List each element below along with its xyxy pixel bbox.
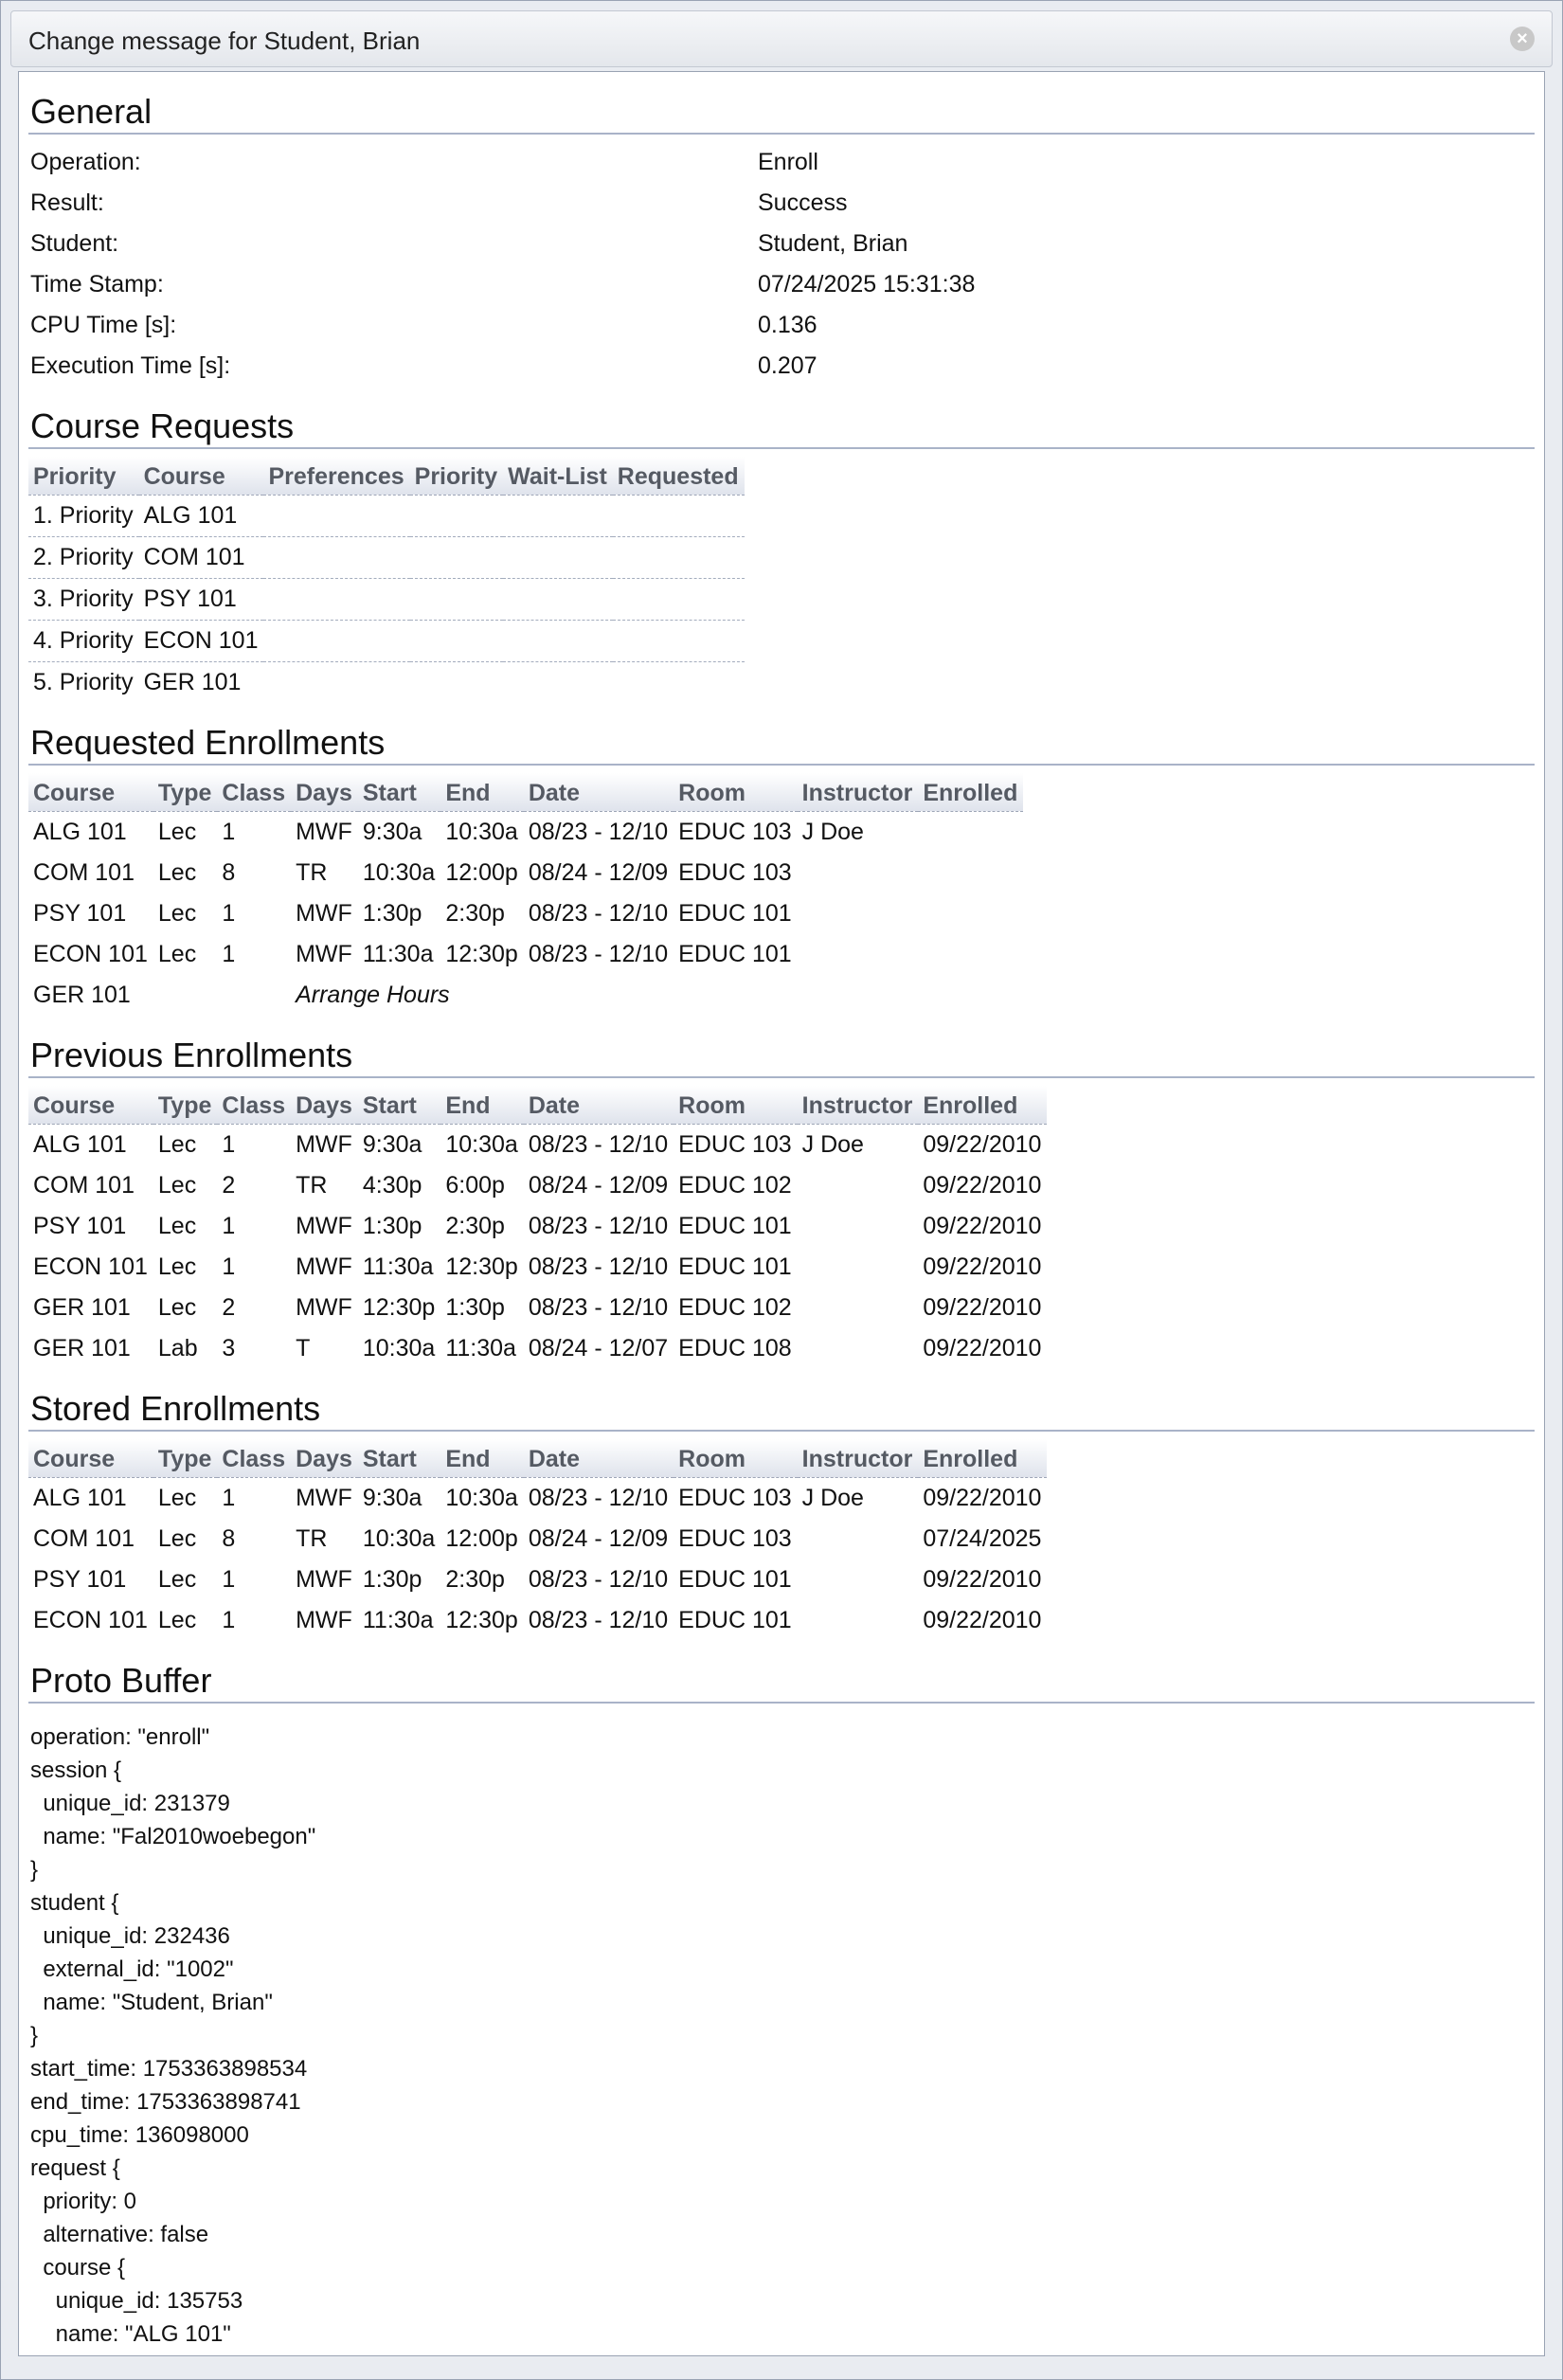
table-cell: 10:30a <box>362 1335 436 1361</box>
table-row <box>28 496 745 537</box>
table-cell <box>798 934 919 975</box>
table-cell: 10:30a <box>445 819 518 845</box>
table-cell: MWF <box>296 1485 352 1511</box>
column-header: Instructor <box>798 773 919 812</box>
table-cell: EDUC 101 <box>678 900 792 927</box>
table-cell: MWF <box>296 900 352 927</box>
table-cell: 1 <box>222 819 236 845</box>
table-cell <box>503 662 613 704</box>
table-cell: Lec <box>157 900 197 927</box>
general-value: Enroll <box>758 149 818 175</box>
column-header: Instructor <box>798 1439 919 1478</box>
table-cell: Lec <box>157 1525 197 1552</box>
general-row <box>28 264 1535 305</box>
table-cell: 1 <box>222 900 236 927</box>
proto-line: cpu_time: 136098000 <box>30 2122 249 2148</box>
column-header: Room <box>674 1086 798 1125</box>
table-cell: Lec <box>157 1607 197 1633</box>
table-cell: Lec <box>157 1213 197 1239</box>
table-cell: 1 <box>222 1485 236 1511</box>
table-cell: 09/22/2010 <box>923 1213 1042 1239</box>
table-cell: J Doe <box>801 819 864 845</box>
column-header: Type <box>153 773 218 812</box>
table-cell <box>918 812 1023 854</box>
table-cell <box>918 893 1023 934</box>
general-label: Execution Time [s]: <box>30 352 231 379</box>
table-cell: 2:30p <box>445 900 505 927</box>
table-cell: PSY 101 <box>33 1213 127 1239</box>
table-cell: 4:30p <box>362 1172 422 1199</box>
general-label: Student: <box>30 230 119 257</box>
general-value: 0.207 <box>758 352 817 379</box>
table-cell: Lec <box>157 1566 197 1593</box>
table-cell: ECON 101 <box>33 1253 148 1280</box>
table-cell: Lec <box>157 859 197 886</box>
general-value: Success <box>758 189 848 216</box>
column-header: Date <box>524 1439 674 1478</box>
table-row <box>28 812 1023 854</box>
table-cell: Lec <box>157 941 197 967</box>
table-cell: 08/23 - 12/10 <box>528 900 669 927</box>
proto-line: end_time: 1753363898741 <box>30 2089 301 2115</box>
section-course-requests-header: Course Requests <box>28 387 1535 449</box>
proto-line: priority: 0 <box>30 2189 137 2214</box>
column-header: Course <box>28 1439 153 1478</box>
table-row <box>28 893 1023 934</box>
table-cell <box>798 1600 919 1641</box>
table-cell: COM 101 <box>139 537 264 579</box>
column-header: Days <box>291 773 358 812</box>
table-row <box>28 1288 1047 1328</box>
table-cell: Lec <box>157 1172 197 1199</box>
table-cell: 6:00p <box>445 1172 505 1199</box>
table-cell: GER 101 <box>33 1335 131 1361</box>
table-cell: 3 <box>222 1335 236 1361</box>
table-cell: Lec <box>157 1294 197 1321</box>
column-header: Course <box>139 457 264 496</box>
table-cell <box>263 579 409 621</box>
table-cell: 8 <box>222 1525 236 1552</box>
general-value: Student, Brian <box>758 230 908 257</box>
table-cell: EDUC 103 <box>678 1485 792 1511</box>
table-cell: EDUC 108 <box>678 1335 792 1361</box>
table-cell <box>918 853 1023 893</box>
table-cell: 11:30a <box>445 1335 516 1361</box>
table-cell <box>410 496 504 537</box>
table-cell <box>798 1206 919 1247</box>
table-cell <box>410 621 504 662</box>
table-cell <box>798 1288 919 1328</box>
general-label: Operation: <box>30 149 141 175</box>
table-cell <box>613 579 745 621</box>
table-cell <box>503 579 613 621</box>
table-cell: MWF <box>296 819 352 845</box>
general-value: 0.136 <box>758 312 817 338</box>
table-cell <box>503 621 613 662</box>
column-header: Room <box>674 773 798 812</box>
general-label: CPU Time [s]: <box>30 312 177 338</box>
table-cell <box>918 934 1023 975</box>
table-cell: 1 <box>222 1131 236 1158</box>
table-cell: 8 <box>222 859 236 886</box>
table-row <box>28 1328 1047 1369</box>
table-cell: 1 <box>222 1607 236 1633</box>
table-cell: 09/22/2010 <box>923 1172 1042 1199</box>
table-cell <box>798 1165 919 1206</box>
general-label: Time Stamp: <box>30 271 164 298</box>
table-cell: EDUC 103 <box>678 819 792 845</box>
general-info <box>28 142 1535 387</box>
proto-line: alternative: false <box>30 2222 209 2247</box>
table-cell: TR <box>296 1172 328 1199</box>
table-cell: 09/22/2010 <box>923 1485 1042 1511</box>
table-cell: 1:30p <box>362 1566 422 1593</box>
table-row <box>28 1560 1047 1600</box>
table-cell: 12:30p <box>445 941 518 967</box>
table-cell: PSY 101 <box>33 900 127 927</box>
table-cell: 2:30p <box>445 1213 505 1239</box>
table-cell: 08/24 - 12/09 <box>528 1525 669 1552</box>
general-value: 07/24/2025 15:31:38 <box>758 271 976 298</box>
proto-line: name: "Student, Brian" <box>30 1990 273 2015</box>
column-header: Enrolled <box>918 1086 1047 1125</box>
table-row <box>28 1247 1047 1288</box>
table-cell: COM 101 <box>33 1172 135 1199</box>
column-header: Type <box>153 1439 218 1478</box>
table-cell: 11:30a <box>362 1253 434 1280</box>
table-cell: 08/23 - 12/10 <box>528 819 669 845</box>
proto-line: name: "Fal2010woebegon" <box>30 1824 316 1849</box>
column-header: Date <box>524 1086 674 1125</box>
table-cell <box>263 621 409 662</box>
table-cell <box>153 975 218 1016</box>
dialog-titlebar[interactable] <box>10 10 1553 67</box>
table-cell: TR <box>296 859 328 886</box>
table-cell: 08/24 - 12/07 <box>528 1335 669 1361</box>
previous-enrollments-table <box>28 1086 1047 1369</box>
table-cell: 1 <box>222 1253 236 1280</box>
column-header: Date <box>524 773 674 812</box>
table-cell: 08/24 - 12/09 <box>528 859 669 886</box>
table-cell: EDUC 101 <box>678 941 792 967</box>
table-cell: EDUC 101 <box>678 1213 792 1239</box>
table-cell: PSY 101 <box>139 579 264 621</box>
table-cell: EDUC 103 <box>678 1525 792 1552</box>
column-header: Priority <box>28 457 139 496</box>
table-cell: ECON 101 <box>33 1607 148 1633</box>
column-header: Priority <box>410 457 504 496</box>
table-row <box>28 853 1023 893</box>
table-cell: Lec <box>157 1485 197 1511</box>
table-cell: GER 101 <box>33 982 131 1008</box>
table-cell <box>503 496 613 537</box>
table-cell: 9:30a <box>362 1131 422 1158</box>
table-cell: T <box>296 1335 311 1361</box>
table-cell: MWF <box>296 1213 352 1239</box>
table-cell <box>263 537 409 579</box>
requested-enrollments-table <box>28 773 1023 1016</box>
table-cell: 1:30p <box>362 1213 422 1239</box>
table-cell: ALG 101 <box>33 819 127 845</box>
table-cell: 9:30a <box>362 1485 422 1511</box>
table-cell: EDUC 103 <box>678 1131 792 1158</box>
table-cell: EDUC 101 <box>678 1566 792 1593</box>
table-cell: 1:30p <box>445 1294 505 1321</box>
column-header: End <box>440 1439 523 1478</box>
table-row <box>28 579 745 621</box>
general-row <box>28 305 1535 346</box>
table-row <box>28 1125 1047 1166</box>
table-cell <box>503 537 613 579</box>
table-cell <box>410 662 504 704</box>
table-cell: COM 101 <box>33 859 135 886</box>
table-cell: 5. Priority <box>33 669 134 695</box>
general-row <box>28 224 1535 264</box>
table-row <box>28 1206 1047 1247</box>
table-cell: 09/22/2010 <box>923 1131 1042 1158</box>
proto-line: session { <box>30 1758 122 1783</box>
table-cell: 09/22/2010 <box>923 1253 1042 1280</box>
table-cell: 08/24 - 12/09 <box>528 1172 669 1199</box>
table-cell: 4. Priority <box>28 621 139 662</box>
proto-line: unique_id: 231379 <box>30 1791 230 1816</box>
proto-line: request { <box>30 2155 120 2181</box>
table-row <box>28 975 1023 1016</box>
table-cell <box>613 537 745 579</box>
table-row <box>28 621 745 662</box>
table-cell: 1 <box>222 1213 236 1239</box>
table-cell: 11:30a <box>362 1607 434 1633</box>
table-cell: Lec <box>157 819 197 845</box>
section-stored-enrollments-header: Stored Enrollments <box>28 1369 1535 1432</box>
stored-enrollments-table <box>28 1439 1047 1641</box>
dialog-content[interactable] <box>18 71 1545 2356</box>
table-cell <box>410 579 504 621</box>
table-cell: 10:30a <box>445 1131 518 1158</box>
table-cell: EDUC 102 <box>678 1294 792 1321</box>
table-row <box>28 662 745 704</box>
column-header: Start <box>358 1086 440 1125</box>
table-cell: 2 <box>222 1172 236 1199</box>
table-cell: Lec <box>157 1253 197 1280</box>
table-cell: MWF <box>296 1253 352 1280</box>
table-cell: EDUC 102 <box>678 1172 792 1199</box>
column-header: Class <box>217 1439 291 1478</box>
table-cell: 10:30a <box>362 859 436 886</box>
table-row <box>28 1519 1047 1560</box>
table-cell: ALG 101 <box>33 1485 127 1511</box>
column-header: Requested <box>613 457 745 496</box>
table-cell: J Doe <box>801 1485 864 1511</box>
table-cell: ALG 101 <box>139 496 264 537</box>
column-header: Course <box>28 1086 153 1125</box>
column-header: Preferences <box>263 457 409 496</box>
table-cell: 12:00p <box>445 1525 518 1552</box>
column-header: Class <box>217 773 291 812</box>
general-row <box>28 346 1535 387</box>
proto-line: external_id: "1002" <box>30 1956 234 1982</box>
general-row <box>28 183 1535 224</box>
table-cell: 12:30p <box>445 1253 518 1280</box>
table-row <box>28 1165 1047 1206</box>
column-header: Room <box>674 1439 798 1478</box>
table-cell: 2. Priority <box>28 537 139 579</box>
close-icon[interactable]: × <box>1510 27 1535 51</box>
table-cell <box>798 1560 919 1600</box>
general-label: Result: <box>30 189 104 216</box>
table-cell: 1:30p <box>362 900 422 927</box>
table-cell <box>798 893 919 934</box>
table-cell: MWF <box>296 941 352 967</box>
proto-line: operation: "enroll" <box>30 1724 210 1750</box>
proto-line: } <box>30 2023 39 2048</box>
column-header: Enrolled <box>918 773 1023 812</box>
proto-line: unique_id: 135753 <box>30 2288 243 2314</box>
table-cell: 08/23 - 12/10 <box>528 1294 669 1321</box>
arrange-hours-note: Arrange Hours <box>296 982 450 1008</box>
table-cell: 08/23 - 12/10 <box>528 941 669 967</box>
column-header: Start <box>358 1439 440 1478</box>
table-cell: 11:30a <box>362 941 434 967</box>
proto-line: } <box>30 1857 39 1883</box>
section-previous-enrollments-header: Previous Enrollments <box>28 1016 1535 1078</box>
proto-line: name: "ALG 101" <box>30 2321 231 2347</box>
table-cell: ECON 101 <box>139 621 264 662</box>
table-cell: 08/23 - 12/10 <box>528 1131 669 1158</box>
table-cell <box>613 662 745 704</box>
column-header: Enrolled <box>918 1439 1047 1478</box>
table-cell <box>674 975 798 1016</box>
table-cell: 08/23 - 12/10 <box>528 1213 669 1239</box>
table-cell: 09/22/2010 <box>923 1294 1042 1321</box>
table-cell: EDUC 103 <box>678 859 792 886</box>
table-cell: ECON 101 <box>33 941 148 967</box>
table-cell: ALG 101 <box>33 1131 127 1158</box>
table-cell: 2:30p <box>445 1566 505 1593</box>
table-cell: 1. Priority <box>28 496 139 537</box>
table-cell <box>798 975 919 1016</box>
table-cell: 09/22/2010 <box>923 1607 1042 1633</box>
section-general-header: General <box>28 72 1535 135</box>
section-requested-enrollments-header: Requested Enrollments <box>28 703 1535 766</box>
table-cell: PSY 101 <box>33 1566 127 1593</box>
table-cell: MWF <box>296 1566 352 1593</box>
table-cell: COM 101 <box>33 1525 135 1552</box>
proto-line: start_time: 1753363898534 <box>30 2056 308 2082</box>
table-cell: 08/23 - 12/10 <box>528 1485 669 1511</box>
column-header: Wait-List <box>503 457 613 496</box>
table-cell <box>613 621 745 662</box>
column-header: Instructor <box>798 1086 919 1125</box>
column-header: Days <box>291 1086 358 1125</box>
column-header: Start <box>358 773 440 812</box>
table-cell <box>410 537 504 579</box>
table-cell: 12:30p <box>445 1607 518 1633</box>
table-cell: 07/24/2025 <box>923 1525 1042 1552</box>
table-cell <box>798 1519 919 1560</box>
table-cell <box>798 1328 919 1369</box>
table-cell <box>217 975 291 1016</box>
table-cell <box>613 496 745 537</box>
column-header: End <box>440 773 523 812</box>
table-cell: 1 <box>222 941 236 967</box>
table-row <box>28 1478 1047 1520</box>
table-cell: MWF <box>296 1131 352 1158</box>
table-cell: 09/22/2010 <box>923 1566 1042 1593</box>
table-cell: 2 <box>222 1294 236 1321</box>
table-row <box>28 934 1023 975</box>
column-header: Course <box>28 773 153 812</box>
table-cell: TR <box>296 1525 328 1552</box>
course-requests-table <box>28 457 745 703</box>
table-cell: 1 <box>222 1566 236 1593</box>
table-cell: EDUC 101 <box>678 1253 792 1280</box>
table-cell: 08/23 - 12/10 <box>528 1566 669 1593</box>
table-cell: 9:30a <box>362 819 422 845</box>
table-cell <box>798 853 919 893</box>
table-cell <box>263 496 409 537</box>
table-cell: 09/22/2010 <box>923 1335 1042 1361</box>
table-cell: Lab <box>157 1335 198 1361</box>
column-header: Class <box>217 1086 291 1125</box>
column-header: End <box>440 1086 523 1125</box>
table-cell <box>263 662 409 704</box>
table-cell: 12:30p <box>362 1294 436 1321</box>
table-cell <box>918 975 1023 1016</box>
table-cell: 08/23 - 12/10 <box>528 1253 669 1280</box>
table-cell: 3. Priority <box>28 579 139 621</box>
table-cell: GER 101 <box>33 1294 131 1321</box>
table-cell: Lec <box>157 1131 197 1158</box>
table-cell: 10:30a <box>445 1485 518 1511</box>
table-cell: EDUC 101 <box>678 1607 792 1633</box>
table-cell: MWF <box>296 1294 352 1321</box>
table-cell: MWF <box>296 1607 352 1633</box>
proto-buffer-text <box>28 1711 1535 2351</box>
table-cell: J Doe <box>801 1131 864 1158</box>
table-cell: 12:00p <box>445 859 518 886</box>
column-header: Type <box>153 1086 218 1125</box>
general-row <box>28 142 1535 183</box>
table-cell: 08/23 - 12/10 <box>528 1607 669 1633</box>
proto-line: unique_id: 232436 <box>30 1923 230 1949</box>
proto-line: course { <box>30 2255 126 2281</box>
table-cell: GER 101 <box>143 669 242 695</box>
proto-line: student { <box>30 1890 119 1916</box>
table-row <box>28 1600 1047 1641</box>
column-header: Days <box>291 1439 358 1478</box>
table-cell <box>798 1247 919 1288</box>
table-row <box>28 537 745 579</box>
table-cell: 10:30a <box>362 1525 436 1552</box>
dialog-title: Change message for Student, Brian <box>28 27 421 55</box>
section-proto-buffer-header: Proto Buffer <box>28 1641 1535 1704</box>
